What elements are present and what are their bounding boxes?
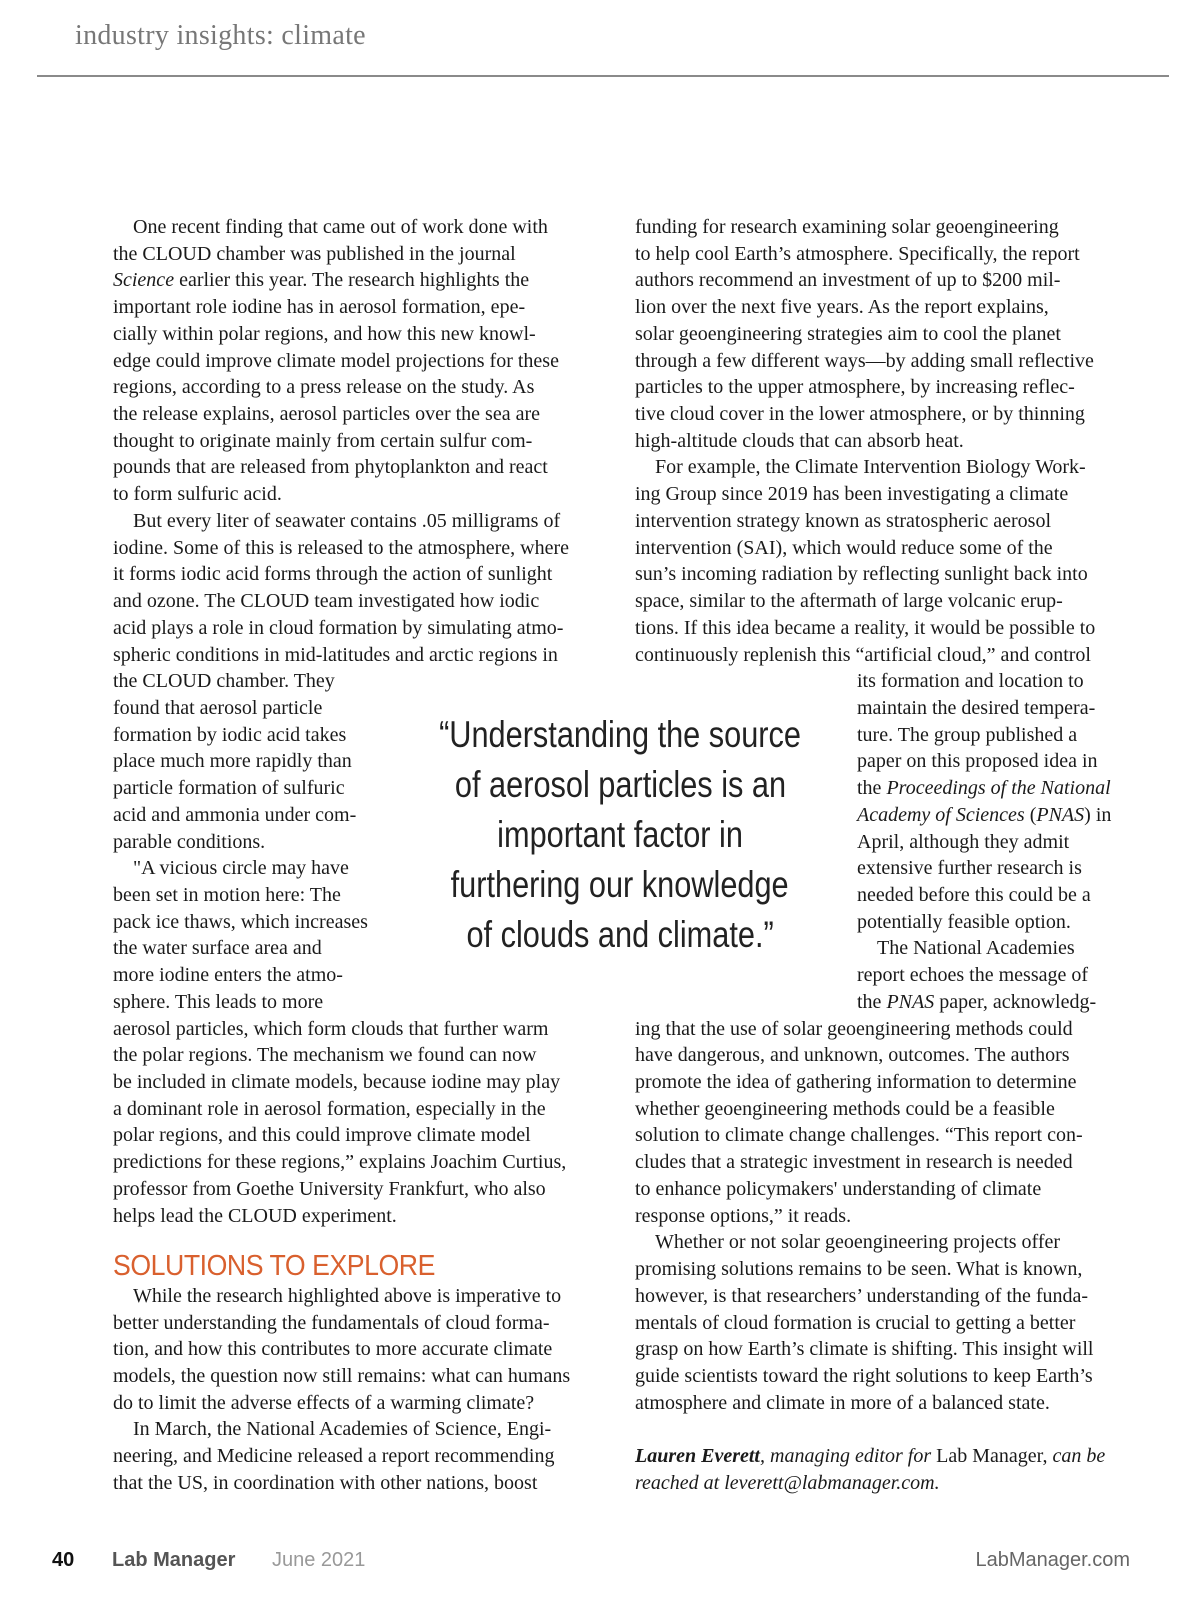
issue-date: June 2021 [272, 1549, 366, 1571]
text-line [113, 802, 356, 828]
text-line [113, 267, 529, 293]
text-run: professor from Goethe University Frankfurt, who also [113, 1177, 546, 1200]
text-line [635, 1122, 1083, 1148]
text-line [113, 454, 548, 480]
text-run: its formation and location to [857, 670, 1084, 693]
text-line [635, 508, 1051, 534]
text-line [113, 1176, 546, 1202]
text-run: cially within polar regions, and how this new knowl- [113, 322, 536, 345]
text-run: ) in [1084, 803, 1112, 826]
text-run: extensive further research is [857, 857, 1082, 880]
text-line [113, 722, 346, 748]
text-line [113, 535, 569, 561]
text-run: promising solutions remains to be seen. What is known, [635, 1258, 1083, 1281]
text-run: neering, and Medicine released a report recommending [113, 1445, 555, 1468]
text-line [857, 775, 1111, 801]
text-run: response options,” it reads. [635, 1204, 852, 1227]
text-line [113, 695, 322, 721]
text-run: acid plays a role in cloud formation by simulating atmo- [113, 616, 564, 639]
text-run: But every liter of seawater contains .05 milligrams of [133, 509, 561, 532]
text-line [113, 321, 536, 347]
text-run: have dangerous, and unknown, outcomes. The authors [635, 1044, 1070, 1067]
text-line [635, 1069, 1077, 1095]
text-run: ing Group since 2019 has been investigating a climate [635, 483, 1069, 506]
text-line [113, 909, 368, 935]
text-run: through a few different ways—by adding small reflective [635, 349, 1094, 372]
text-run: tive cloud cover in the lower atmosphere, or by thinning [635, 403, 1085, 426]
text-line [113, 935, 322, 961]
text-line [635, 588, 1063, 614]
text-line [635, 481, 1068, 507]
text-line [113, 1336, 552, 1362]
text-run: high-altitude clouds that can absorb heat. [635, 429, 964, 452]
text-line [635, 561, 1088, 587]
text-run: Lab Manager, [931, 1445, 1053, 1468]
text-run: aerosol particles, which form clouds that further warm [113, 1017, 549, 1040]
pull-quote-line: important factor in [497, 814, 743, 855]
text-run: the [857, 990, 887, 1013]
italic-run: , managing editor for [760, 1445, 932, 1468]
text-line [113, 1016, 548, 1042]
text-run: solar geoengineering strategies aim to cool the planet [635, 322, 1061, 345]
text-run: models, the question now still remains: what can humans [113, 1364, 571, 1387]
text-run: For example, the Climate Intervention Biology Work- [655, 456, 1086, 479]
text-line [113, 1149, 566, 1175]
text-line [635, 428, 964, 454]
text-run: pack ice thaws, which increases [113, 910, 368, 933]
text-line [133, 214, 548, 240]
text-run: tions. If this idea became a reality, it would be possible to [635, 616, 1096, 639]
text-line [133, 508, 560, 534]
italic-run: Academy of Sciences [857, 803, 1025, 826]
text-run: to enhance policymakers' understanding of climate [635, 1177, 1042, 1200]
text-run: mentals of cloud formation is crucial to getting a better [635, 1311, 1076, 1334]
text-line [635, 1310, 1075, 1336]
text-run: to form sulfuric acid. [113, 483, 282, 506]
text-line [133, 1416, 551, 1442]
text-run: parable conditions. [113, 830, 266, 853]
text-run: better understanding the fundamentals of cloud forma- [113, 1311, 550, 1334]
text-line [113, 294, 525, 320]
text-line [113, 241, 516, 267]
text-line [635, 1363, 1093, 1389]
text-run: however, is that researchers’ understanding of the funda- [635, 1284, 1089, 1307]
text-run: the CLOUD chamber. They [113, 670, 335, 693]
text-line [113, 829, 265, 855]
text-line [113, 1470, 537, 1496]
text-run: particles to the upper atmosphere, by increasing reflec- [635, 376, 1075, 399]
text-run: more iodine enters the atmo- [113, 964, 343, 987]
text-run: promote the idea of gathering information to determine [635, 1071, 1077, 1094]
text-run: funding for research examining solar geoengineering [635, 216, 1059, 238]
text-run: space, similar to the aftermath of large volcanic erup- [635, 590, 1063, 613]
text-line [113, 1203, 397, 1229]
text-run: intervention (SAI), which would reduce some of the [635, 536, 1053, 559]
text-run: solution to climate change challenges. “This report con- [635, 1124, 1083, 1147]
text-line [113, 748, 352, 774]
text-run: place much more rapidly than [113, 750, 352, 773]
text-line [113, 428, 532, 454]
text-line [857, 668, 1084, 694]
text-line [113, 615, 563, 641]
text-run: the CLOUD chamber was published in the journal [113, 242, 516, 265]
text-run: sphere. This leads to more [113, 990, 324, 1013]
text-line [635, 1203, 851, 1229]
text-run: ( [1024, 803, 1037, 826]
text-line [635, 374, 1075, 400]
text-run: pounds that are released from phytoplankton and react [113, 456, 548, 479]
text-line [133, 1283, 561, 1309]
text-run: maintain the desired tempera- [857, 696, 1096, 719]
website-link[interactable]: LabManager.com [975, 1549, 1130, 1571]
text-line [635, 1470, 940, 1496]
text-line [113, 642, 558, 668]
text-line [113, 374, 534, 400]
pull-quote-line: of clouds and climate.” [466, 914, 774, 955]
text-line [877, 935, 1075, 961]
text-line [635, 241, 1080, 267]
italic-run: reached at leverett@labmanager.com. [635, 1471, 940, 1494]
text-run: authors recommend an investment of up to $200 mil- [635, 269, 1061, 292]
page-number: 40 [52, 1549, 75, 1571]
text-line [113, 588, 539, 614]
text-line [113, 1363, 570, 1389]
text-run: and ozone. The CLOUD team investigated how iodic [113, 590, 540, 613]
text-run: intervention strategy known as stratospheric aerosol [635, 509, 1051, 532]
text-line [113, 1310, 550, 1336]
text-run: particle formation of sulfuric [113, 777, 345, 800]
text-run: be included in climate models, because iodine may play [113, 1071, 561, 1094]
text-run: One recent finding that came out of work done with [133, 216, 548, 238]
text-run: sun’s incoming radiation by reflecting sunlight back into [635, 563, 1088, 586]
text-line [635, 1256, 1082, 1282]
text-run: helps lead the CLOUD experiment. [113, 1204, 397, 1227]
italic-run: Proceedings of the National [886, 777, 1111, 800]
text-run: polar regions, and this could improve climate model [113, 1124, 531, 1147]
text-line [113, 1042, 536, 1068]
text-run: whether geoengineering methods could be a feasible [635, 1097, 1055, 1120]
text-run: predictions for these regions,” explains Joachim Curtius, [113, 1151, 567, 1174]
text-run: report echoes the message of [857, 964, 1089, 987]
text-line [857, 802, 1111, 828]
text-run: "A vicious circle may have [133, 857, 349, 880]
text-run: While the research highlighted above is imperative to [133, 1284, 562, 1307]
text-line [635, 642, 1091, 668]
text-line [113, 668, 335, 694]
text-line [655, 1229, 1060, 1255]
text-run: needed before this could be a [857, 884, 1091, 906]
text-line [113, 481, 282, 507]
text-line [133, 855, 349, 881]
text-line [857, 882, 1091, 908]
text-line [857, 829, 1069, 855]
text-line [635, 401, 1085, 427]
text-line [857, 722, 1077, 748]
text-line [635, 615, 1095, 641]
text-line [635, 1390, 1050, 1416]
text-line [113, 348, 559, 374]
text-line [113, 962, 343, 988]
pull-quote-line: furthering our knowledge [450, 864, 790, 905]
italic-run: PNAS [1036, 803, 1085, 826]
text-line [635, 1016, 1073, 1042]
text-line [635, 294, 1049, 320]
text-line [635, 1336, 1094, 1362]
italic-run: can be [1052, 1445, 1106, 1468]
text-line [113, 989, 323, 1015]
text-run: cludes that a strategic investment in research is needed [635, 1151, 1073, 1174]
text-line [113, 1443, 554, 1469]
text-line [857, 989, 1096, 1015]
text-line [113, 1122, 531, 1148]
text-run: tion, and how this contributes to more accurate climate [113, 1338, 553, 1361]
text-line [113, 1390, 534, 1416]
text-run: potentially feasible option. [857, 910, 1071, 933]
text-line [113, 561, 552, 587]
text-run: found that aerosol particle [113, 696, 323, 719]
text-run: The National Academies [877, 937, 1075, 960]
text-run: spheric conditions in mid-latitudes and arctic regions in [113, 643, 558, 666]
text-line [635, 1149, 1073, 1175]
text-run: grasp on how Earth’s climate is shifting. This insight will [635, 1338, 1094, 1361]
text-line [635, 348, 1094, 374]
text-run: formation by iodic acid takes [113, 723, 347, 746]
text-run: ture. The group published a [857, 723, 1078, 746]
text-run: continuously replenish this “artificial cloud,” and control [635, 643, 1091, 666]
text-line [635, 1042, 1070, 1068]
text-run: a dominant role in aerosol formation, especially in the [113, 1097, 546, 1120]
text-run: been set in motion here: The [113, 884, 341, 906]
text-line [113, 1096, 546, 1122]
text-line [655, 454, 1086, 480]
text-run: paper, acknowledg- [934, 990, 1097, 1013]
text-run: April, although they admit [857, 830, 1070, 853]
text-run: earlier this year. The research highlights the [174, 269, 530, 292]
text-run: edge could improve climate model projections for these [113, 349, 559, 372]
text-line [857, 962, 1088, 988]
text-line [635, 321, 1061, 347]
text-run: thought to originate mainly from certain sulfur com- [113, 429, 533, 452]
text-run: to help cool Earth’s atmosphere. Specifically, the report [635, 242, 1080, 265]
text-run: ing that the use of solar geoengineering methods could [635, 1017, 1073, 1040]
text-line [635, 1283, 1088, 1309]
text-run: paper on this proposed idea in [857, 750, 1098, 773]
text-run: the water surface area and [113, 937, 322, 960]
text-run: regions, according to a press release on the study. As [113, 376, 535, 399]
section-header: industry insights: climate [75, 20, 366, 51]
text-line [113, 1069, 560, 1095]
text-run: important role iodine has in aerosol formation, epe- [113, 296, 526, 319]
italic-run: PNAS [886, 990, 935, 1013]
text-run: do to limit the adverse effects of a warming climate? [113, 1391, 535, 1414]
text-line [635, 214, 1059, 240]
text-run: the release explains, aerosol particles over the sea are [113, 403, 541, 426]
text-run: iodine. Some of this is released to the atmosphere, where [113, 536, 569, 559]
text-run: Whether or not solar geoengineering projects offer [655, 1231, 1061, 1254]
text-line [635, 1176, 1041, 1202]
text-line [113, 775, 345, 801]
text-run: guide scientists toward the right solutions to keep Earth’s [635, 1364, 1093, 1387]
text-line [635, 1443, 1105, 1469]
text-line [113, 882, 341, 908]
text-run: In March, the National Academies of Science, Engi- [133, 1418, 552, 1441]
text-run: the [857, 777, 887, 800]
text-run: that the US, in coordination with other nations, boost [113, 1471, 538, 1494]
text-run: the polar regions. The mechanism we found can now [113, 1044, 537, 1067]
pull-quote-line: of aerosol particles is an [454, 764, 786, 805]
author-name: Lauren Everett [635, 1445, 760, 1468]
text-run: it forms iodic acid forms through the action of sunlight [113, 563, 553, 586]
text-line [857, 855, 1082, 881]
text-line [113, 401, 540, 427]
text-run: lion over the next five years. As the report explains, [635, 296, 1049, 319]
text-line [857, 748, 1098, 774]
text-line [857, 909, 1071, 935]
text-run: atmosphere and climate in more of a balanced state. [635, 1391, 1050, 1414]
italic-run: Science [113, 269, 175, 292]
magazine-name: Lab Manager [112, 1549, 236, 1571]
text-run: acid and ammonia under com- [113, 803, 357, 826]
header-rule [37, 75, 1169, 77]
text-line [635, 535, 1053, 561]
text-line [635, 267, 1060, 293]
text-line [635, 1096, 1055, 1122]
section-heading: SOLUTIONS TO EXPLORE [113, 1250, 435, 1282]
text-line [857, 695, 1095, 721]
pull-quote-line: “Understanding the source [439, 714, 801, 755]
